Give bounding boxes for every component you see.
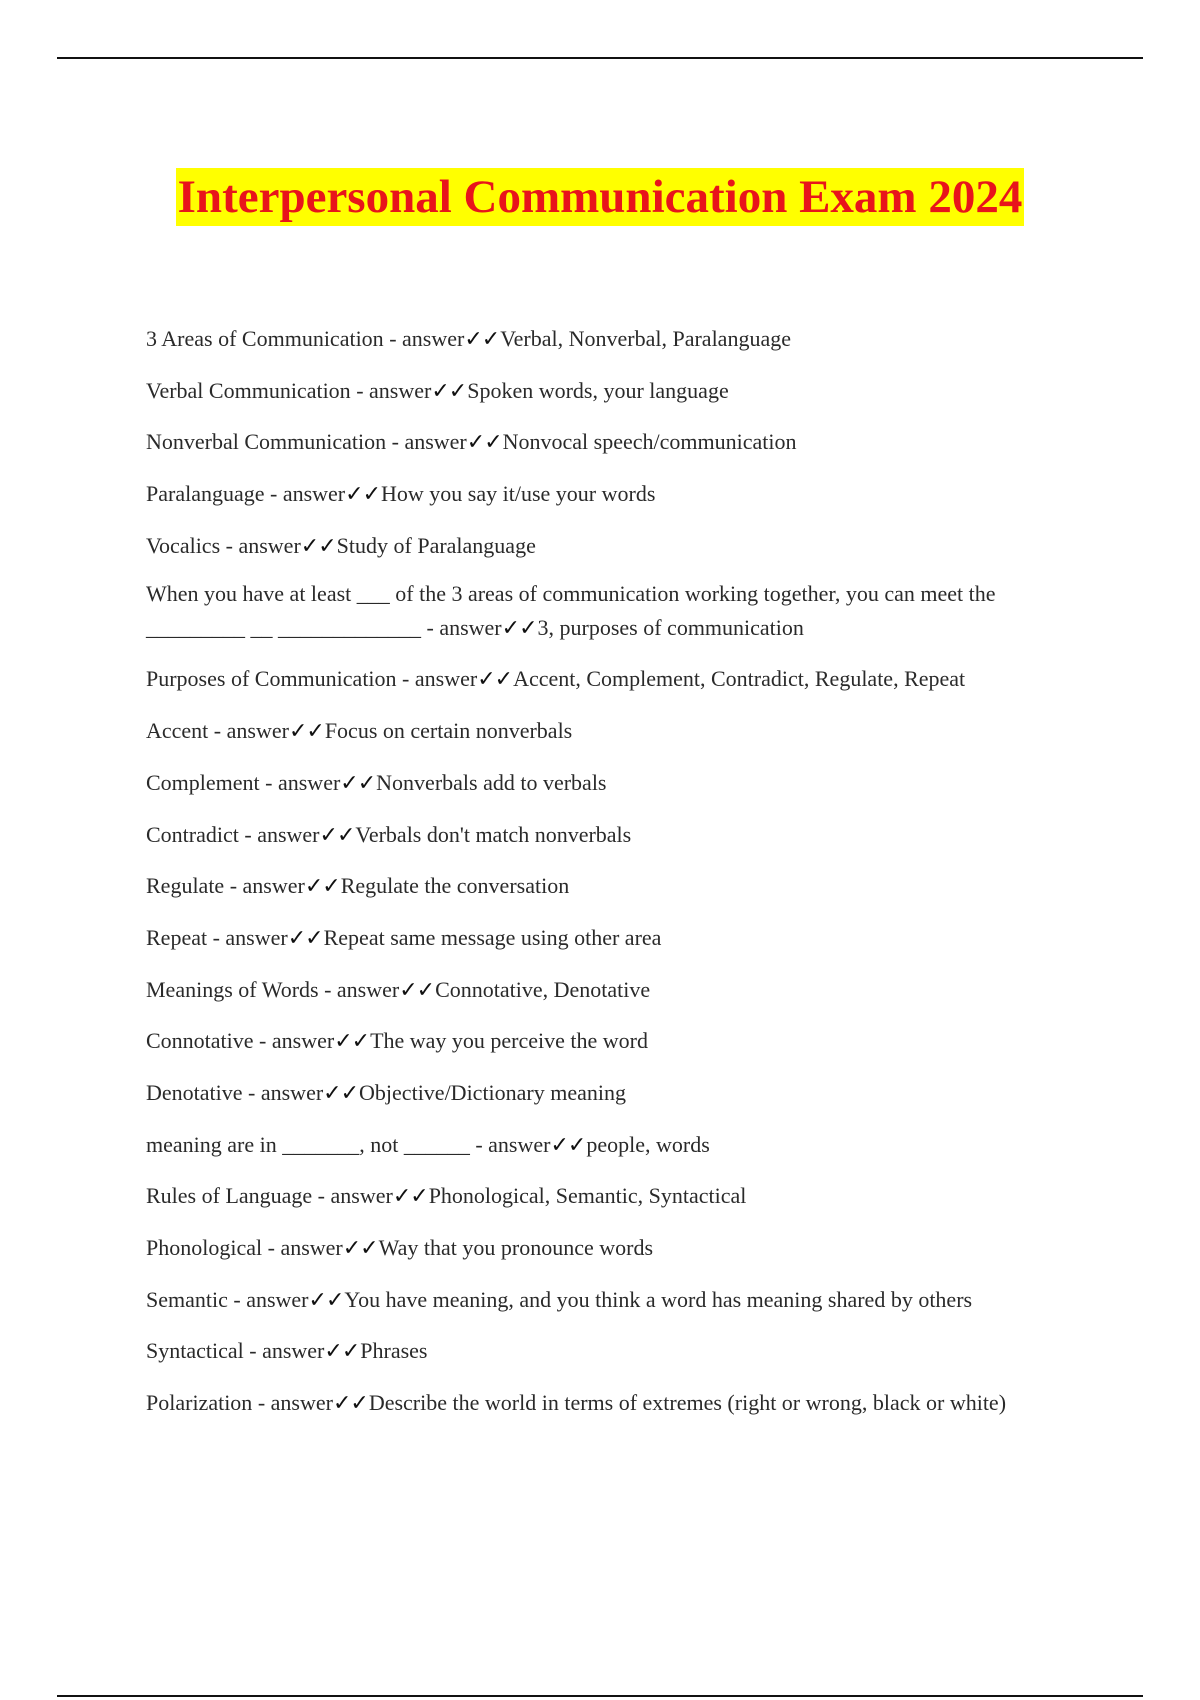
- question-text: Denotative: [146, 1079, 243, 1105]
- answer-text: Phonological, Semantic, Syntactical: [428, 1183, 747, 1209]
- check-icon: ✓✓: [342, 1236, 378, 1261]
- check-icon: ✓✓: [319, 822, 355, 848]
- answer-label: answer: [226, 718, 289, 744]
- question-text: meaning are in _______, not ______: [146, 1131, 470, 1157]
- question-text: Polarization: [146, 1390, 253, 1416]
- check-icon: ✓✓: [308, 1287, 344, 1313]
- question-text: Syntactical: [146, 1338, 244, 1364]
- answer-label: answer: [439, 614, 502, 640]
- question-text: Nonverbal Communication: [146, 429, 387, 455]
- answer-label: answer: [242, 873, 305, 899]
- qa-item: When you have at least ___ of the 3 areas of communication working together, you can meet the _________ __ _____________ - answer✓✓3, purposes of communication: [146, 580, 996, 641]
- check-icon: ✓✓: [300, 533, 336, 559]
- check-icon: ✓✓: [324, 1339, 360, 1365]
- qa-item: Nonverbal Communication - answer✓✓Nonvocal speech/communication: [146, 429, 797, 456]
- qa-list: [146, 322, 1086, 1438]
- answer-label: answer: [225, 924, 288, 950]
- question-text: When you have at least ___ of the 3 areas of communication working together, you can meet the _________ __ _____________: [146, 580, 996, 640]
- check-icon: ✓✓: [332, 1391, 368, 1417]
- qa-item: Phonological - answer✓✓Way that you pronounce words: [146, 1235, 654, 1261]
- question-text: Phonological: [146, 1235, 263, 1260]
- check-icon: ✓✓: [304, 874, 340, 900]
- qa-item: Regulate - answer✓✓Regulate the conversation: [146, 873, 570, 900]
- check-icon: ✓✓: [287, 925, 323, 951]
- question-text: Accent: [146, 718, 209, 744]
- question-text: Meanings of Words: [146, 976, 319, 1002]
- qa-item: Semantic - answer✓✓You have meaning, and you think a word has meaning shared by others: [146, 1286, 973, 1313]
- answer-label: answer: [282, 481, 346, 507]
- answer-label: answer: [271, 1028, 335, 1054]
- question-text: Contradict: [146, 821, 239, 847]
- answer-text: Describe the world in terms of extremes (right or wrong, black or white): [368, 1390, 1007, 1416]
- check-icon: ✓✓: [340, 770, 376, 796]
- answer-label: answer: [277, 769, 341, 795]
- answer-label: answer: [260, 1079, 324, 1105]
- check-icon: ✓✓: [334, 1029, 370, 1055]
- header-rule: [57, 57, 1143, 59]
- check-icon: ✓✓: [288, 719, 324, 745]
- check-icon: ✓✓: [392, 1184, 428, 1210]
- question-text: 3 Areas of Communication: [146, 326, 384, 351]
- qa-item: Contradict - answer✓✓Verbals don't match nonverbals: [146, 821, 632, 848]
- question-text: Regulate: [146, 873, 225, 899]
- answer-label: answer: [270, 1390, 333, 1416]
- answer-text: Verbals don't match nonverbals: [355, 821, 632, 847]
- answer-label: answer: [262, 1338, 325, 1364]
- check-icon: ✓✓: [323, 1080, 359, 1106]
- answer-label: answer: [257, 821, 320, 847]
- answer-text: Focus on certain nonverbals: [324, 718, 573, 744]
- answer-label: answer: [336, 976, 400, 1002]
- answer-text: Regulate the conversation: [340, 873, 570, 899]
- qa-item: Polarization - answer✓✓Describe the world in terms of extremes (right or wrong, black or white): [146, 1390, 1007, 1417]
- answer-text: Accent, Complement, Contradict, Regulate, Repeat: [513, 666, 966, 692]
- answer-text: Way that you pronounce words: [378, 1235, 654, 1260]
- answer-text: Nonvocal speech/communication: [502, 429, 797, 455]
- qa-item: Syntactical - answer✓✓Phrases: [146, 1338, 428, 1365]
- answer-text: 3, purposes of communication: [537, 614, 804, 640]
- answer-label: answer: [488, 1131, 551, 1157]
- check-icon: ✓✓: [345, 482, 381, 508]
- qa-item: Verbal Communication - answer✓✓Spoken words, your language: [146, 377, 729, 404]
- check-icon: ✓✓: [431, 378, 467, 404]
- answer-text: people, words: [586, 1131, 710, 1157]
- footer-rule: [57, 1695, 1143, 1697]
- answer-label: answer: [238, 532, 301, 558]
- question-text: Verbal Communication: [146, 377, 351, 403]
- check-icon: ✓✓: [501, 615, 537, 641]
- qa-item: meaning are in _______, not ______ - answer✓✓people, words: [146, 1131, 710, 1158]
- title-block: [0, 168, 1200, 226]
- qa-item: Rules of Language - answer✓✓Phonological, Semantic, Syntactical: [146, 1183, 747, 1210]
- question-text: Repeat: [146, 924, 208, 950]
- question-text: Connotative: [146, 1028, 254, 1054]
- answer-label: answer: [330, 1183, 393, 1209]
- answer-label: answer: [280, 1235, 343, 1260]
- qa-item: Complement - answer✓✓Nonverbals add to verbals: [146, 769, 607, 796]
- answer-text: Objective/Dictionary meaning: [359, 1079, 627, 1105]
- qa-item: Meanings of Words - answer✓✓Connotative, Denotative: [146, 976, 651, 1003]
- answer-text: How you say it/use your words: [381, 481, 656, 507]
- question-text: Vocalics: [146, 532, 221, 558]
- answer-text: You have meaning, and you think a word has meaning shared by others: [344, 1286, 973, 1312]
- qa-item: 3 Areas of Communication - answer✓✓Verbal, Nonverbal, Paralanguage: [146, 326, 791, 352]
- document-title: Interpersonal Communication Exam 2024: [176, 168, 1025, 226]
- answer-text: Spoken words, your language: [467, 377, 729, 403]
- answer-text: Phrases: [360, 1338, 428, 1364]
- answer-text: Verbal, Nonverbal, Paralanguage: [500, 326, 791, 351]
- answer-text: Nonverbals add to verbals: [376, 769, 607, 795]
- check-icon: ✓✓: [550, 1132, 586, 1158]
- answer-text: Repeat same message using other area: [323, 924, 662, 950]
- answer-label: answer: [369, 377, 432, 403]
- answer-text: Study of Paralanguage: [336, 532, 536, 558]
- question-text: Purposes of Communication: [146, 666, 397, 692]
- qa-item: Repeat - answer✓✓Repeat same message using other area: [146, 924, 662, 951]
- qa-item: Connotative - answer✓✓The way you perceive the word: [146, 1028, 649, 1055]
- check-icon: ✓✓: [477, 667, 513, 693]
- answer-label: answer: [246, 1286, 309, 1312]
- answer-text: The way you perceive the word: [370, 1028, 649, 1054]
- question-text: Semantic: [146, 1286, 228, 1312]
- answer-label: answer: [404, 429, 467, 455]
- check-icon: ✓✓: [399, 977, 435, 1003]
- question-text: Paralanguage: [146, 481, 265, 507]
- answer-label: answer: [414, 666, 478, 692]
- question-text: Complement: [146, 769, 260, 795]
- qa-item: Paralanguage - answer✓✓How you say it/use your words: [146, 481, 656, 508]
- check-icon: ✓✓: [464, 327, 500, 352]
- qa-item: Accent - answer✓✓Focus on certain nonverbals: [146, 718, 573, 745]
- check-icon: ✓✓: [466, 430, 502, 456]
- question-text: Rules of Language: [146, 1183, 313, 1209]
- qa-item: Purposes of Communication - answer✓✓Accent, Complement, Contradict, Regulate, Repeat: [146, 666, 966, 693]
- qa-item: Denotative - answer✓✓Objective/Dictionary meaning: [146, 1079, 627, 1106]
- answer-label: answer: [402, 326, 465, 351]
- answer-text: Connotative, Denotative: [435, 976, 651, 1002]
- qa-item: Vocalics - answer✓✓Study of Paralanguage: [146, 532, 536, 559]
